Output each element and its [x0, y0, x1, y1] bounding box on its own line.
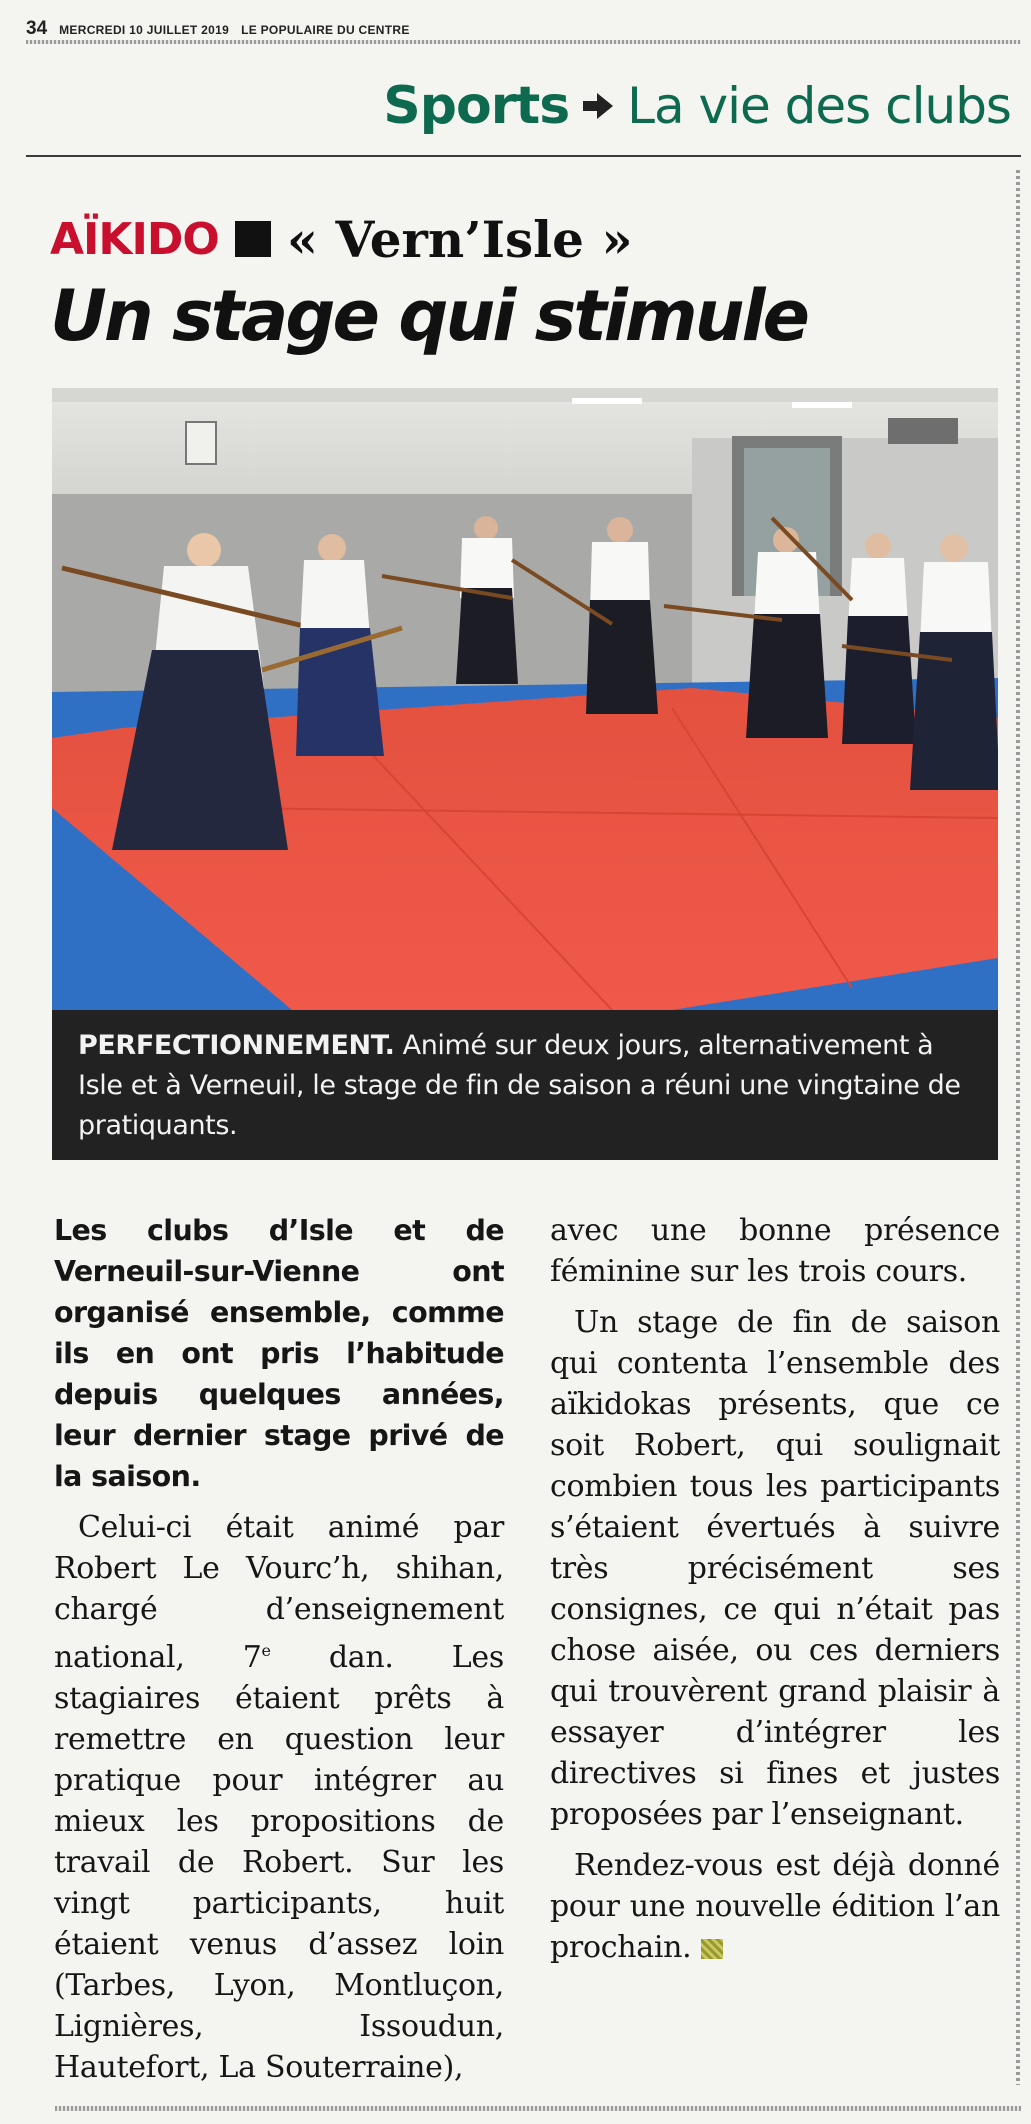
end-of-article-icon — [701, 1939, 723, 1959]
folio-rule — [26, 40, 1021, 44]
rubric-label: AÏKIDO — [50, 213, 219, 265]
kicker — [50, 208, 633, 270]
page-edge-dots — [1016, 170, 1020, 2085]
section-title: Sports — [383, 76, 570, 136]
page-number: 34 — [26, 18, 48, 39]
bottom-rule — [55, 2106, 1021, 2111]
newspaper-name: LE POPULAIRE DU CENTRE — [241, 23, 410, 37]
kicker-subject: « Vern’Isle » — [286, 209, 633, 269]
photo-illustration — [52, 388, 998, 1010]
section-rule — [26, 155, 1021, 157]
article-paragraph-1 — [54, 1507, 504, 2088]
paragraph-1-part-b: dan. Les stagiaires étaient prêts à remettre en question leur pratique pour intégrer au mieux les propositions de travail de Robert. Sur les vingt participants, huit étaient venus d’assez loin (Tarbes, Lyon, Montluçon, Lignières, Issoudun, Hautefort, La Souterraine), — [54, 1640, 504, 2085]
paragraph-1-part-a: Celui-ci était animé par Robert Le Vourc’h, shihan, chargé d’enseignement national, 7 — [54, 1510, 504, 1675]
article-paragraph-1-continued: avec une bonne présence féminine sur les trois cours. — [550, 1213, 1000, 1289]
paragraph-3-text: Rendez-vous est déjà donné pour une nouvelle édition l’an prochain. — [550, 1848, 1000, 1965]
figure-5 — [746, 527, 828, 738]
headline: Un stage qui stimule — [50, 275, 808, 357]
section-header — [383, 70, 1011, 142]
article-paragraph-2: Un stage de fin de saison qui contenta l’ensemble des aïkidokas présents, que ce soit Robert, qui soulignait combien tous les participants s’étaient évertués à suivre très précisément ses consignes, ce qui n’était pas chose aisée, ou ces derniers qui trouvèrent grand plaisir à essayer d’intégrer les directives si fines et justes proposées par l’enseignant. — [550, 1305, 1000, 1832]
publication-date: MERCREDI 10 JUILLET 2019 — [59, 23, 230, 37]
caption-text: Animé sur deux jours, alternativement à Isle et à Verneuil, le stage de fin de saison a réuni une vingtaine de pratiquants. — [78, 1030, 961, 1141]
photo-caption — [52, 1010, 998, 1160]
folio — [26, 18, 1021, 40]
article-standfirst: Les clubs d’Isle et de Verneuil-sur-Vienne ont organisé ensemble, comme ils en ont pris l’habitude depuis quelques années, leur dernier stage privé de la saison. — [54, 1214, 504, 1493]
section-subtitle: La vie des clubs — [627, 77, 1011, 135]
caption-lead: PERFECTIONNEMENT. — [78, 1030, 395, 1061]
article-column-right — [550, 1210, 1000, 1968]
aikido-practice-photo — [52, 388, 998, 1010]
article-column-left — [54, 1210, 504, 2088]
figure-3 — [456, 516, 518, 684]
ordinal-suffix: e — [261, 1641, 271, 1660]
square-bullet-icon — [235, 221, 271, 257]
arrow-right-icon — [581, 89, 615, 123]
article-paragraph-3 — [550, 1845, 1000, 1968]
